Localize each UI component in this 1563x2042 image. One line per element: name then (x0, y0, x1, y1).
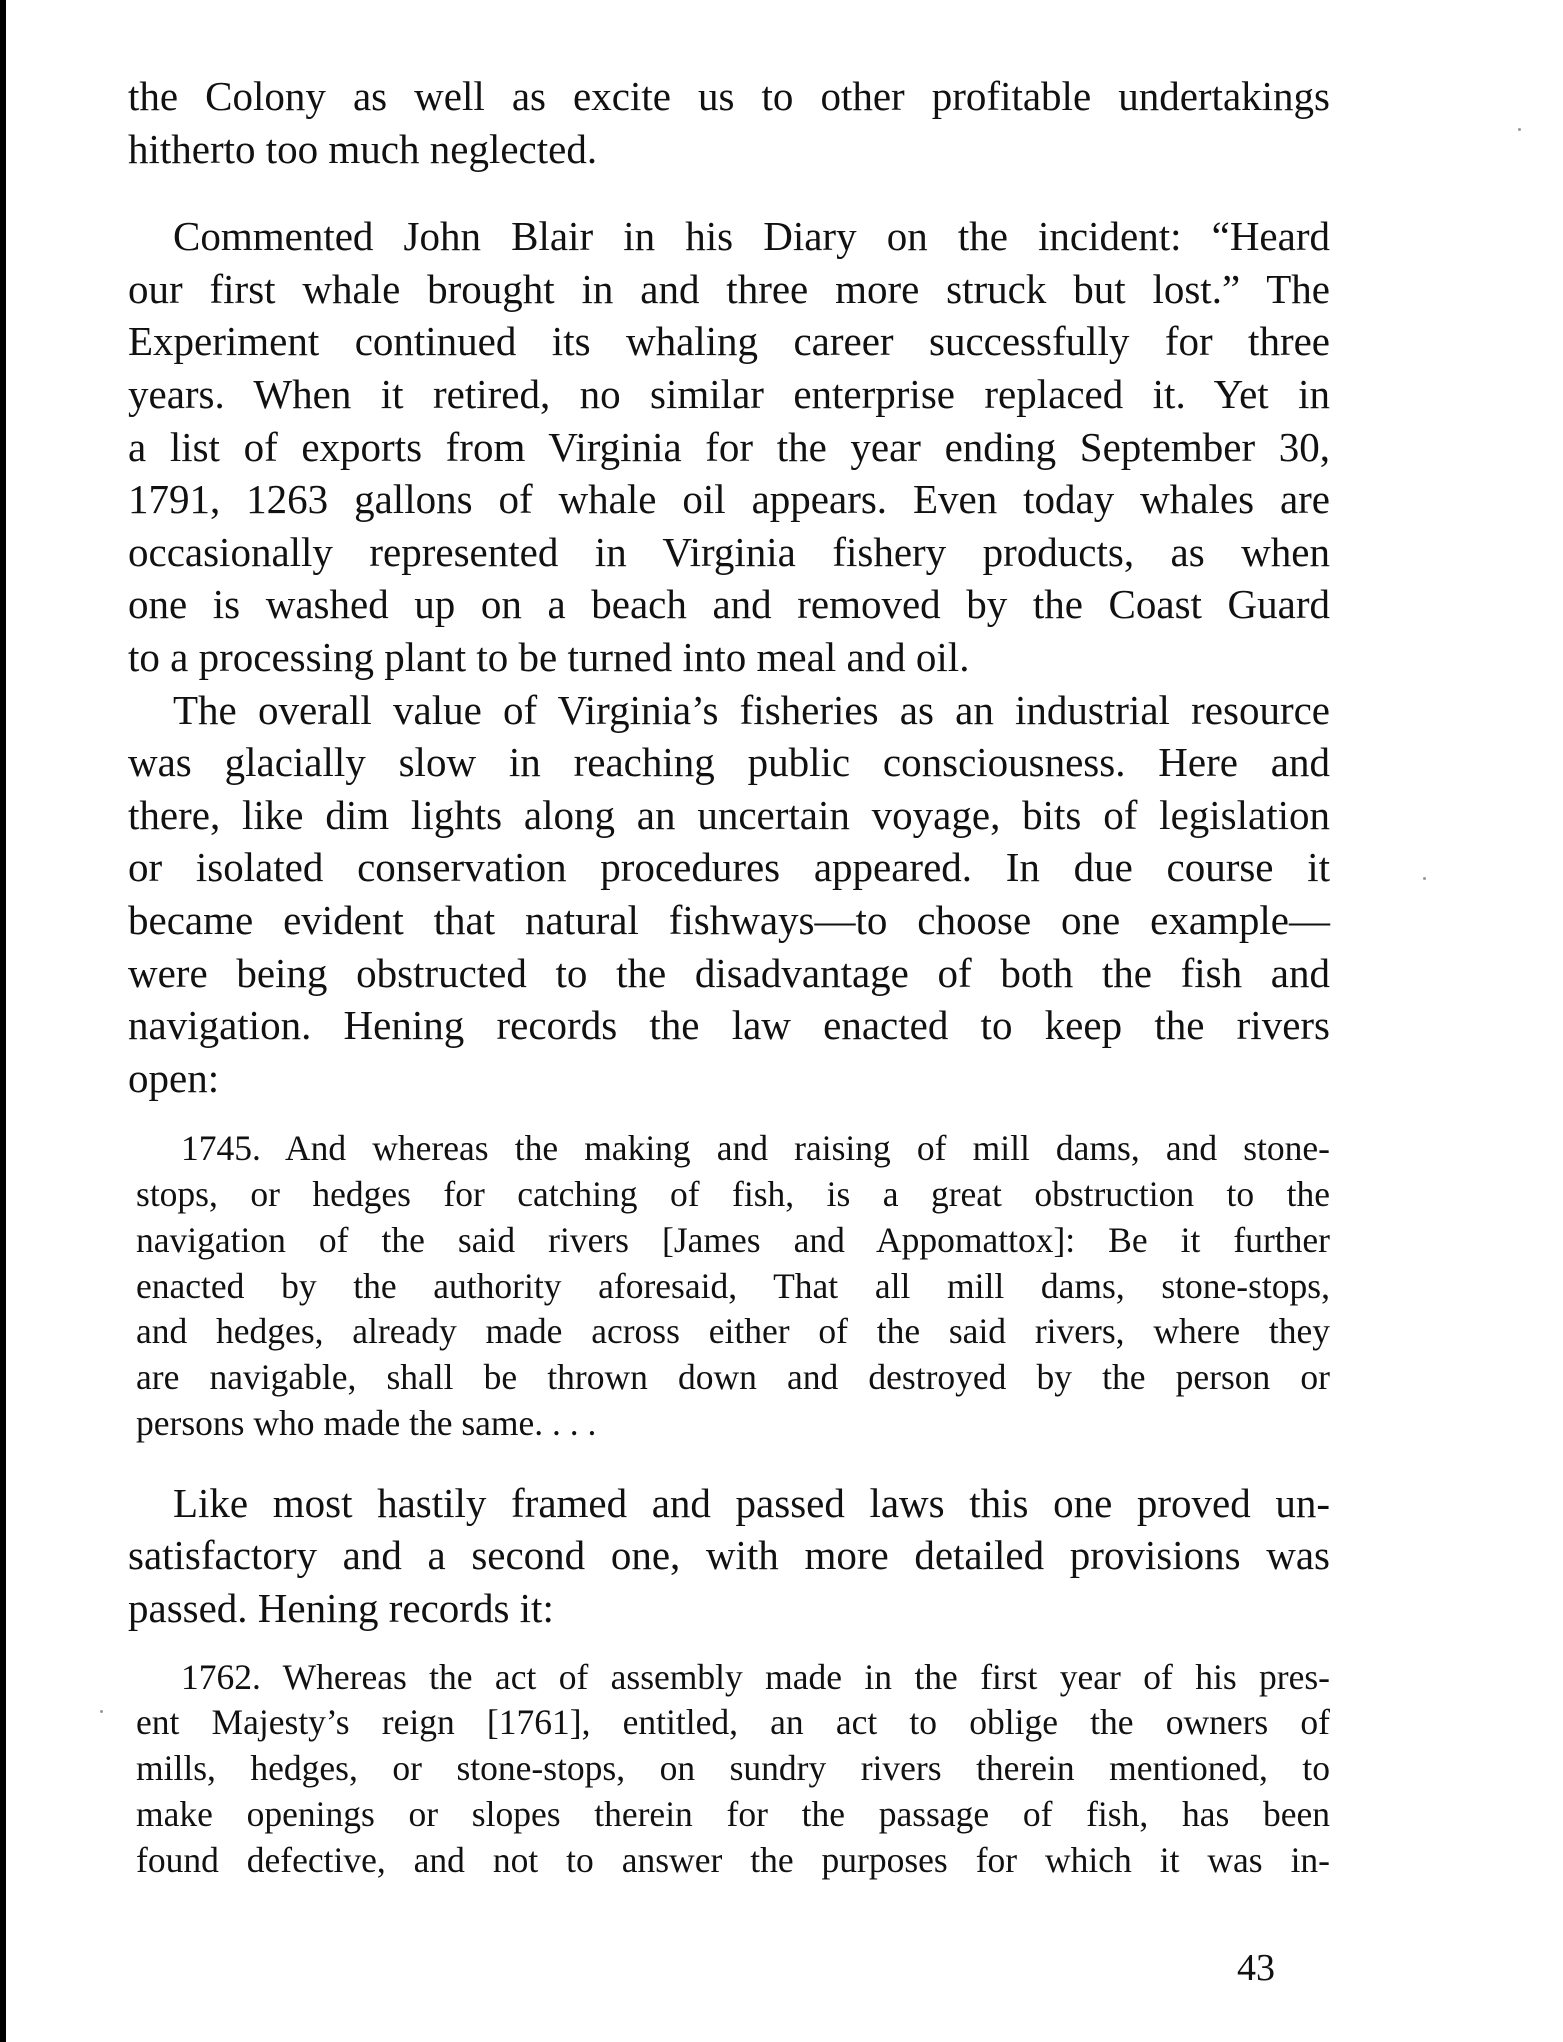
text-line: open: (128, 1054, 220, 1101)
text-line: Experiment continued its whaling career successfully for three (128, 318, 1330, 365)
quote-line: ent Majesty’s reign [1761], entitled, an act to oblige the owners of (136, 1702, 1330, 1743)
quote-line: 1762. Whereas the act of assembly made in the first year of his pres- (181, 1656, 1330, 1697)
text-line: to a processing plant to be turned into meal and oil. (128, 633, 970, 680)
scan-speck (1518, 128, 1521, 131)
quote-line: enacted by the authority aforesaid, That all mill dams, stone-stops, (136, 1265, 1330, 1306)
paragraph-second-law (128, 1477, 1330, 1635)
text-line: or isolated conservation procedures appeared. In due course it (128, 844, 1330, 891)
book-page (128, 70, 1330, 1884)
page-edge-line (0, 0, 6, 2042)
scan-speck (1423, 877, 1426, 880)
quote-line: 1745. And whereas the making and raising of mill dams, and stone- (181, 1128, 1330, 1169)
text-line: The overall value of Virginia’s fisheries as an industrial resource (173, 686, 1330, 733)
quote-line: and hedges, already made across either of the said rivers, where they (136, 1311, 1330, 1352)
text-line: Commented John Blair in his Diary on the incident: “Heard (173, 213, 1330, 260)
text-line: a list of exports from Virginia for the year ending September 30, (128, 423, 1330, 470)
quote-line: persons who made the same. . . . (136, 1403, 597, 1444)
text-line: our first whale brought in and three more struck but lost.” The (128, 265, 1330, 312)
quote-line: mills, hedges, or stone-stops, on sundry rivers therein mentioned, to (136, 1748, 1330, 1789)
page-number: 43 (1237, 1947, 1275, 1989)
text-line: there, like dim lights along an uncertain voyage, bits of legislation (128, 791, 1330, 838)
paragraph-colony-continuation (128, 70, 1330, 175)
text-line: Like most hastily framed and passed laws this one proved un- (173, 1479, 1330, 1526)
text-line: became evident that natural fishways—to choose one example— (128, 896, 1330, 943)
quote-line: are navigable, shall be thrown down and destroyed by the person or (136, 1357, 1330, 1398)
quote-line: make openings or slopes therein for the passage of fish, has been (136, 1794, 1330, 1835)
quotation-law-1762 (128, 1655, 1330, 1884)
text-line: hitherto too much neglected. (128, 125, 598, 172)
quotation-law-1745 (128, 1126, 1330, 1447)
text-line: occasionally represented in Virginia fishery products, as when (128, 528, 1330, 575)
quote-line: navigation of the said rivers [James and Appomattox]: Be it further (136, 1219, 1330, 1260)
scan-speck (100, 1710, 103, 1713)
text-line: one is washed up on a beach and removed by the Coast Guard (128, 581, 1330, 628)
text-line: was glacially slow in reaching public consciousness. Here and (128, 739, 1330, 786)
paragraph-fisheries-value (128, 684, 1330, 1105)
text-line: were being obstructed to the disadvantage of both the fish and (128, 949, 1330, 996)
paragraph-john-blair-diary (128, 210, 1330, 683)
text-line: satisfactory and a second one, with more detailed provisions was (128, 1532, 1330, 1579)
text-line: the Colony as well as excite us to other profitable undertakings (128, 73, 1330, 119)
text-line: years. When it retired, no similar enterprise replaced it. Yet in (128, 370, 1330, 417)
quote-line: stops, or hedges for catching of fish, is a great obstruction to the (136, 1174, 1330, 1215)
text-line: 1791, 1263 gallons of whale oil appears. Even today whales are (128, 476, 1330, 523)
text-line: passed. Hening records it: (128, 1585, 554, 1632)
text-line: navigation. Hening records the law enacted to keep the rivers (128, 1002, 1330, 1049)
quote-line: found defective, and not to answer the purposes for which it was in- (136, 1839, 1330, 1880)
